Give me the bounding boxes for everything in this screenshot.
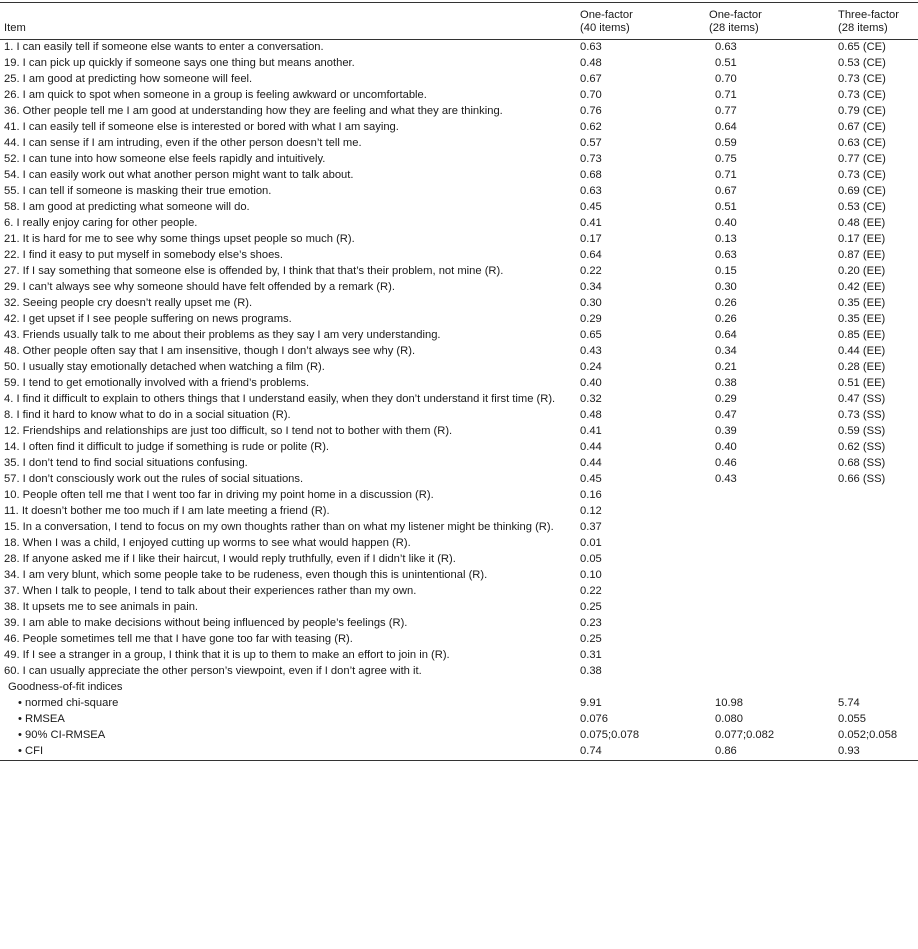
item-text: 60. I can usually appreciate the other person’s viewpoint, even if I don’t agree with it.: [4, 665, 422, 678]
table-row: [0, 536, 918, 552]
one-factor-40-value: 0.12: [580, 505, 602, 518]
item-cell: [0, 585, 578, 598]
three-factor-28-value: 0.53 (CE): [838, 201, 886, 214]
one-factor-28-value: 0.51: [715, 57, 737, 70]
one-factor-28-value: 0.43: [715, 473, 737, 486]
one-factor-28-value: 0.67: [715, 185, 737, 198]
item-text: 19. I can pick up quickly if someone says one thing but means another.: [4, 57, 355, 70]
table-row: [0, 488, 918, 504]
one-factor-28-value: 0.26: [715, 297, 737, 310]
one-factor-40-value: 9.91: [580, 697, 602, 710]
one-factor-40-value: 0.24: [580, 361, 602, 374]
item-cell: [0, 121, 578, 134]
table-row: [0, 136, 918, 152]
item-cell: [0, 105, 578, 118]
item-text: • CFI: [18, 745, 44, 758]
item-cell: [0, 521, 578, 534]
table-row: [0, 552, 918, 568]
one-factor-40-value: 0.68: [580, 169, 602, 182]
table-row: [0, 40, 918, 56]
item-cell: [0, 377, 578, 390]
fit-row: [0, 696, 918, 712]
item-text: 37. When I talk to people, I tend to talk about their experiences rather than my own.: [4, 585, 417, 598]
one-factor-40-value: 0.076: [580, 713, 608, 726]
one-factor-28-value: 0.71: [715, 89, 737, 102]
table-row: [0, 456, 918, 472]
one-factor-40-value: 0.25: [580, 633, 602, 646]
one-factor-40-value: 0.63: [580, 41, 602, 54]
header-item: Item: [4, 22, 26, 35]
one-factor-28-value: 10.98: [715, 697, 743, 710]
item-text: 38. It upsets me to see animals in pain.: [4, 601, 199, 614]
three-factor-28-value: 0.20 (EE): [838, 265, 886, 278]
item-cell: [0, 265, 578, 278]
table-row: [0, 632, 918, 648]
table-row: [0, 168, 918, 184]
three-factor-28-value: 0.69 (CE): [838, 185, 886, 198]
three-factor-28-value: 0.47 (SS): [838, 393, 886, 406]
one-factor-40-value: 0.43: [580, 345, 602, 358]
one-factor-28-value: 0.40: [715, 217, 737, 230]
one-factor-40-value: 0.075;0.078: [580, 729, 640, 742]
table-row: [0, 216, 918, 232]
item-cell: [0, 537, 578, 550]
table-row: [0, 104, 918, 120]
item-text: 21. It is hard for me to see why some things upset people so much (R).: [4, 233, 355, 246]
item-text: • RMSEA: [18, 713, 65, 726]
one-factor-40-value: 0.73: [580, 153, 602, 166]
one-factor-28-value: 0.77: [715, 105, 737, 118]
item-cell: [0, 649, 578, 662]
item-text: • 90% CI-RMSEA: [18, 729, 106, 742]
three-factor-28-value: 0.73 (CE): [838, 73, 886, 86]
item-cell: [0, 217, 578, 230]
item-cell: [0, 601, 578, 614]
one-factor-28-value: 0.64: [715, 121, 737, 134]
item-text: • normed chi-square: [18, 697, 119, 710]
one-factor-28-value: 0.13: [715, 233, 737, 246]
table-row: [0, 152, 918, 168]
item-text: 55. I can tell if someone is masking their true emotion.: [4, 185, 272, 198]
three-factor-28-value: 5.74: [838, 697, 860, 710]
item-text: 49. If I see a stranger in a group, I think that it is up to them to make an effort to join in (R).: [4, 649, 450, 662]
table-row: [0, 280, 918, 296]
item-text: 42. I get upset if I see people suffering on news programs.: [4, 313, 292, 326]
one-factor-40-value: 0.48: [580, 409, 602, 422]
fit-body: [0, 696, 918, 760]
one-factor-40-value: 0.10: [580, 569, 602, 582]
item-cell: [0, 41, 578, 54]
three-factor-28-value: 0.35 (EE): [838, 313, 886, 326]
one-factor-28-value: 0.47: [715, 409, 737, 422]
item-text: 11. It doesn’t bother me too much if I am late meeting a friend (R).: [4, 505, 330, 518]
bottom-rule: [0, 760, 918, 761]
item-cell: [0, 393, 578, 406]
item-cell: [0, 57, 578, 70]
item-text: 59. I tend to get emotionally involved with a friend’s problems.: [4, 377, 310, 390]
three-factor-28-value: 0.67 (CE): [838, 121, 886, 134]
one-factor-40-value: 0.63: [580, 185, 602, 198]
three-factor-28-value: 0.052;0.058: [838, 729, 898, 742]
one-factor-40-value: 0.22: [580, 585, 602, 598]
table-row: [0, 520, 918, 536]
table-row: [0, 504, 918, 520]
header-three-factor-28-title: Three-factor: [838, 9, 899, 21]
one-factor-40-value: 0.25: [580, 601, 602, 614]
three-factor-28-value: 0.17 (EE): [838, 233, 886, 246]
three-factor-28-value: 0.28 (EE): [838, 361, 886, 374]
one-factor-28-value: 0.39: [715, 425, 737, 438]
item-cell: [0, 345, 578, 358]
three-factor-28-value: 0.35 (EE): [838, 297, 886, 310]
fit-row: [0, 712, 918, 728]
one-factor-28-value: 0.46: [715, 457, 737, 470]
item-cell: [0, 73, 578, 86]
three-factor-28-value: 0.87 (EE): [838, 249, 886, 262]
one-factor-28-value: 0.51: [715, 201, 737, 214]
one-factor-40-value: 0.41: [580, 425, 602, 438]
item-cell: [0, 297, 578, 310]
item-cell: [0, 137, 578, 150]
three-factor-28-value: 0.055: [838, 713, 866, 726]
table-row: [0, 408, 918, 424]
three-factor-28-value: 0.77 (CE): [838, 153, 886, 166]
one-factor-28-value: 0.63: [715, 41, 737, 54]
three-factor-28-value: 0.44 (EE): [838, 345, 886, 358]
header-one-factor-28-title: One-factor: [709, 9, 762, 21]
item-text: 10. People often tell me that I went too far in driving my point home in a discussion (R).: [4, 489, 434, 502]
item-cell: [0, 745, 578, 758]
header-three-factor-28-sub: (28 items): [838, 22, 888, 35]
table-row: [0, 312, 918, 328]
item-text: 41. I can easily tell if someone else is interested or bored with what I am saying.: [4, 121, 399, 134]
one-factor-40-value: 0.32: [580, 393, 602, 406]
header-one-factor-28-sub: (28 items): [709, 22, 759, 35]
one-factor-40-value: 0.74: [580, 745, 602, 758]
item-text: 54. I can easily work out what another person might want to talk about.: [4, 169, 354, 182]
one-factor-40-value: 0.01: [580, 537, 602, 550]
item-cell: [0, 713, 578, 726]
item-cell: [0, 665, 578, 678]
one-factor-28-value: 0.71: [715, 169, 737, 182]
item-text: 6. I really enjoy caring for other people.: [4, 217, 198, 230]
item-text: 48. Other people often say that I am insensitive, though I don’t always see why (R).: [4, 345, 416, 358]
three-factor-28-value: 0.63 (CE): [838, 137, 886, 150]
factor-loadings-table: [0, 2, 918, 761]
item-cell: [0, 569, 578, 582]
one-factor-28-value: 0.080: [715, 713, 743, 726]
item-text: 39. I am able to make decisions without being influenced by people’s feelings (R).: [4, 617, 408, 630]
item-cell: [0, 313, 578, 326]
table-row: [0, 376, 918, 392]
one-factor-40-value: 0.05: [580, 553, 602, 566]
item-text: 15. In a conversation, I tend to focus on my own thoughts rather than on what my listener might be thinking (R).: [4, 521, 554, 534]
item-cell: [0, 201, 578, 214]
three-factor-28-value: 0.93: [838, 745, 860, 758]
table-row: [0, 440, 918, 456]
one-factor-40-value: 0.34: [580, 281, 602, 294]
one-factor-28-value: 0.40: [715, 441, 737, 454]
one-factor-40-value: 0.44: [580, 441, 602, 454]
table-row: [0, 648, 918, 664]
table-body: [0, 40, 918, 680]
item-text: 32. Seeing people cry doesn’t really upset me (R).: [4, 297, 253, 310]
table-row: [0, 344, 918, 360]
table-row: [0, 584, 918, 600]
item-text: 44. I can sense if I am intruding, even if the other person doesn’t tell me.: [4, 137, 362, 150]
item-text: 58. I am good at predicting what someone will do.: [4, 201, 250, 214]
header-one-factor-40-title: One-factor: [580, 9, 633, 21]
three-factor-28-value: 0.73 (SS): [838, 409, 886, 422]
one-factor-40-value: 0.22: [580, 265, 602, 278]
one-factor-40-value: 0.65: [580, 329, 602, 342]
item-text: 28. If anyone asked me if I like their haircut, I would reply truthfully, even if I didn’t like it (R).: [4, 553, 456, 566]
table-row: [0, 296, 918, 312]
one-factor-28-value: 0.86: [715, 745, 737, 758]
three-factor-28-value: 0.48 (EE): [838, 217, 886, 230]
table-row: [0, 616, 918, 632]
header-three-factor-28: [836, 9, 918, 36]
item-text: 34. I am very blunt, which some people take to be rudeness, even though this is unintentional (R).: [4, 569, 488, 582]
one-factor-28-value: 0.59: [715, 137, 737, 150]
item-cell: [0, 409, 578, 422]
one-factor-28-value: 0.077;0.082: [715, 729, 775, 742]
item-text: 22. I find it easy to put myself in somebody else’s shoes.: [4, 249, 284, 262]
one-factor-28-value: 0.26: [715, 313, 737, 326]
one-factor-40-value: 0.57: [580, 137, 602, 150]
one-factor-40-value: 0.17: [580, 233, 602, 246]
three-factor-28-value: 0.66 (SS): [838, 473, 886, 486]
one-factor-28-value: 0.21: [715, 361, 737, 374]
one-factor-28-value: 0.70: [715, 73, 737, 86]
three-factor-28-value: 0.73 (CE): [838, 89, 886, 102]
item-cell: [0, 553, 578, 566]
item-cell: [0, 697, 578, 710]
table-row: [0, 120, 918, 136]
table-row: [0, 72, 918, 88]
table-row: [0, 392, 918, 408]
one-factor-40-value: 0.62: [580, 121, 602, 134]
one-factor-28-value: 0.75: [715, 153, 737, 166]
item-cell: [0, 233, 578, 246]
item-cell: [0, 425, 578, 438]
item-text: 35. I don’t tend to find social situations confusing.: [4, 457, 248, 470]
fit-section-heading: [0, 680, 918, 696]
item-cell: [0, 153, 578, 166]
fit-title: Goodness-of-fit indices: [8, 681, 123, 694]
item-cell: [0, 89, 578, 102]
one-factor-28-value: 0.34: [715, 345, 737, 358]
table-row: [0, 568, 918, 584]
one-factor-40-value: 0.64: [580, 249, 602, 262]
item-cell: [0, 489, 578, 502]
item-text: 14. I often find it difficult to judge if something is rude or polite (R).: [4, 441, 330, 454]
table-row: [0, 184, 918, 200]
table-row: [0, 232, 918, 248]
three-factor-28-value: 0.62 (SS): [838, 441, 886, 454]
fit-row: [0, 728, 918, 744]
table-row: [0, 664, 918, 680]
one-factor-40-value: 0.48: [580, 57, 602, 70]
item-text: 4. I find it difficult to explain to others things that I understand easily, when they don’t understand it first time (R).: [4, 393, 556, 406]
item-cell: [0, 361, 578, 374]
one-factor-40-value: 0.41: [580, 217, 602, 230]
table-row: [0, 360, 918, 376]
one-factor-40-value: 0.29: [580, 313, 602, 326]
one-factor-40-value: 0.45: [580, 473, 602, 486]
item-text: 46. People sometimes tell me that I have gone too far with teasing (R).: [4, 633, 353, 646]
table-row: [0, 328, 918, 344]
one-factor-40-value: 0.23: [580, 617, 602, 630]
item-cell: [0, 249, 578, 262]
one-factor-40-value: 0.31: [580, 649, 602, 662]
item-cell: [0, 633, 578, 646]
three-factor-28-value: 0.53 (CE): [838, 57, 886, 70]
table-row: [0, 472, 918, 488]
one-factor-40-value: 0.38: [580, 665, 602, 678]
one-factor-40-value: 0.70: [580, 89, 602, 102]
one-factor-28-value: 0.63: [715, 249, 737, 262]
item-text: 12. Friendships and relationships are just too difficult, so I tend not to bother with them (R).: [4, 425, 453, 438]
item-cell: [0, 505, 578, 518]
item-text: 57. I don’t consciously work out the rules of social situations.: [4, 473, 304, 486]
item-text: 1. I can easily tell if someone else wants to enter a conversation.: [4, 41, 324, 54]
item-cell: [0, 441, 578, 454]
item-text: 27. If I say something that someone else is offended by, I think that that’s their problem, not mine (R).: [4, 265, 504, 278]
one-factor-40-value: 0.30: [580, 297, 602, 310]
one-factor-28-value: 0.64: [715, 329, 737, 342]
table-row: [0, 248, 918, 264]
three-factor-28-value: 0.59 (SS): [838, 425, 886, 438]
item-cell: [0, 185, 578, 198]
one-factor-28-value: 0.30: [715, 281, 737, 294]
header-one-factor-40-sub: (40 items): [580, 22, 630, 35]
item-cell: [0, 457, 578, 470]
item-cell: [0, 617, 578, 630]
item-cell: [0, 169, 578, 182]
three-factor-28-value: 0.68 (SS): [838, 457, 886, 470]
item-text: 8. I find it hard to know what to do in a social situation (R).: [4, 409, 291, 422]
one-factor-28-value: 0.38: [715, 377, 737, 390]
item-text: 36. Other people tell me I am good at understanding how they are feeling and what they are thinking.: [4, 105, 503, 118]
three-factor-28-value: 0.42 (EE): [838, 281, 886, 294]
one-factor-40-value: 0.67: [580, 73, 602, 86]
item-text: 50. I usually stay emotionally detached when watching a film (R).: [4, 361, 325, 374]
header-one-factor-40: [578, 9, 707, 36]
table-row: [0, 600, 918, 616]
item-text: 26. I am quick to spot when someone in a group is feeling awkward or uncomfortable.: [4, 89, 427, 102]
item-cell: [0, 473, 578, 486]
one-factor-28-value: 0.29: [715, 393, 737, 406]
item-text: 52. I can tune into how someone else feels rapidly and intuitively.: [4, 153, 326, 166]
fit-row: [0, 744, 918, 760]
item-text: 25. I am good at predicting how someone will feel.: [4, 73, 253, 86]
table-row: [0, 200, 918, 216]
item-cell: [0, 329, 578, 342]
one-factor-40-value: 0.45: [580, 201, 602, 214]
item-text: 43. Friends usually talk to me about their problems as they say I am very understanding.: [4, 329, 441, 342]
table-row: [0, 264, 918, 280]
one-factor-40-value: 0.40: [580, 377, 602, 390]
item-cell: [0, 729, 578, 742]
three-factor-28-value: 0.85 (EE): [838, 329, 886, 342]
one-factor-40-value: 0.76: [580, 105, 602, 118]
one-factor-40-value: 0.37: [580, 521, 602, 534]
item-cell: [0, 281, 578, 294]
three-factor-28-value: 0.73 (CE): [838, 169, 886, 182]
table-row: [0, 56, 918, 72]
three-factor-28-value: 0.65 (CE): [838, 41, 886, 54]
table-row: [0, 424, 918, 440]
three-factor-28-value: 0.51 (EE): [838, 377, 886, 390]
header-one-factor-28: [707, 9, 836, 36]
three-factor-28-value: 0.79 (CE): [838, 105, 886, 118]
item-text: 29. I can’t always see why someone should have felt offended by a remark (R).: [4, 281, 395, 294]
one-factor-28-value: 0.15: [715, 265, 737, 278]
table-header: [0, 3, 918, 39]
one-factor-40-value: 0.44: [580, 457, 602, 470]
one-factor-40-value: 0.16: [580, 489, 602, 502]
item-text: 18. When I was a child, I enjoyed cutting up worms to see what would happen (R).: [4, 537, 411, 550]
table-row: [0, 88, 918, 104]
